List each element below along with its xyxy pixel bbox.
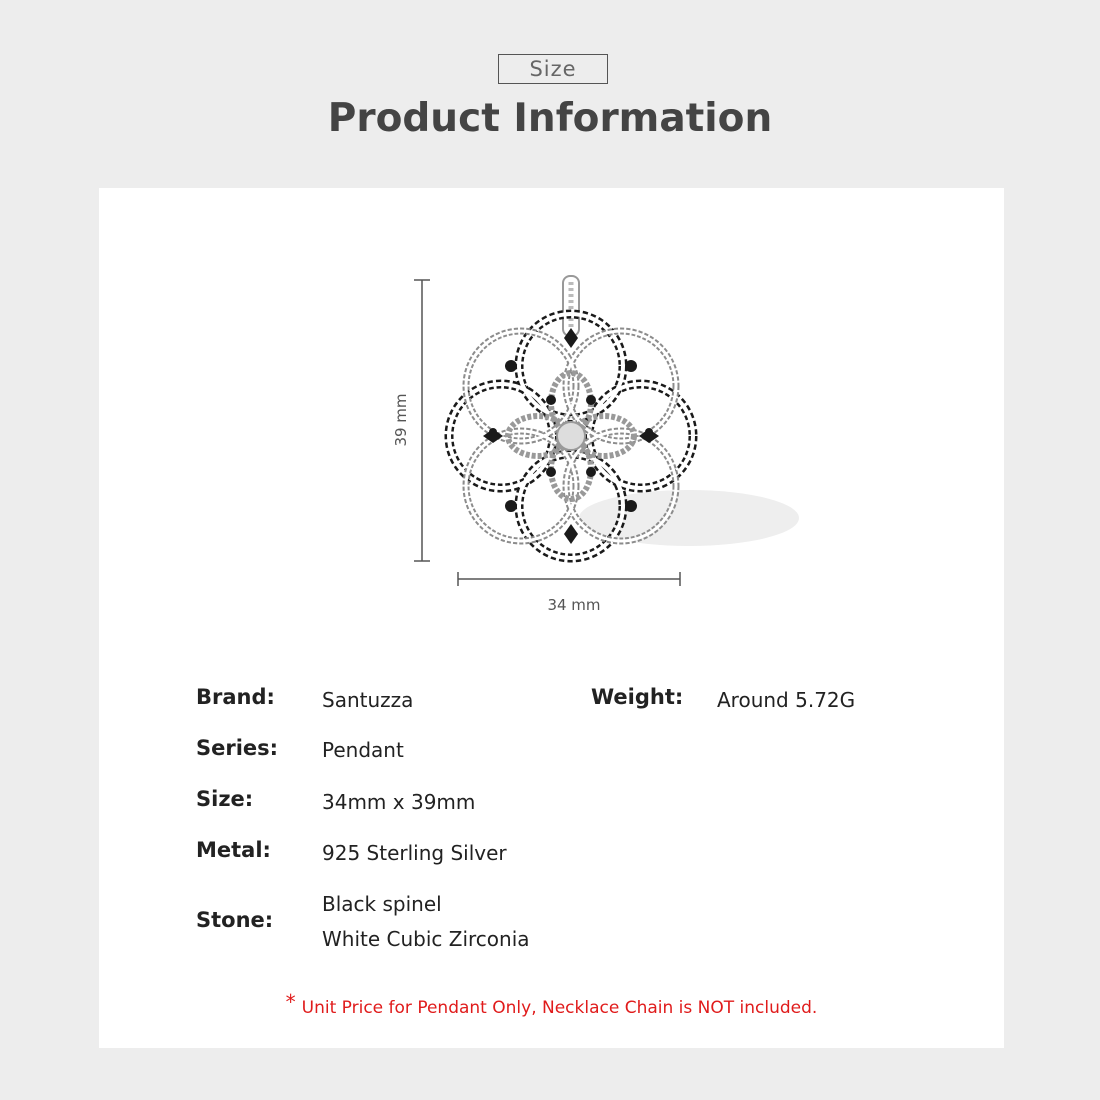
metal-label: Metal: (196, 838, 271, 862)
size-label: Size: (196, 787, 254, 811)
metal-value: 925 Sterling Silver (322, 841, 507, 865)
size-value: 34mm x 39mm (322, 790, 476, 814)
product-card (99, 188, 1004, 1048)
height-dimension (392, 280, 430, 561)
stone-label: Stone: (196, 908, 274, 932)
weight-label: Weight: (591, 685, 684, 709)
width-dimension (458, 572, 680, 614)
height-label: 39 mm (392, 393, 410, 447)
series-label: Series: (196, 736, 279, 760)
series-value: Pendant (322, 738, 404, 762)
note-text: Unit Price for Pendant Only, Necklace Chain is NOT included. (301, 998, 818, 1018)
size-tag: Size (498, 54, 608, 84)
brand-label: Brand: (196, 685, 275, 709)
width-label: 34 mm (547, 596, 601, 614)
pendant-illustration (99, 188, 1004, 648)
page-title: Product Information (327, 96, 773, 141)
brand-value: Santuzza (322, 688, 414, 712)
stone-value-1: Black spinel (322, 892, 442, 916)
weight-value: Around 5.72G (717, 688, 856, 712)
stone-value-2: White Cubic Zirconia (322, 927, 530, 951)
price-note (99, 990, 1004, 1018)
note-star: * (285, 990, 296, 1014)
